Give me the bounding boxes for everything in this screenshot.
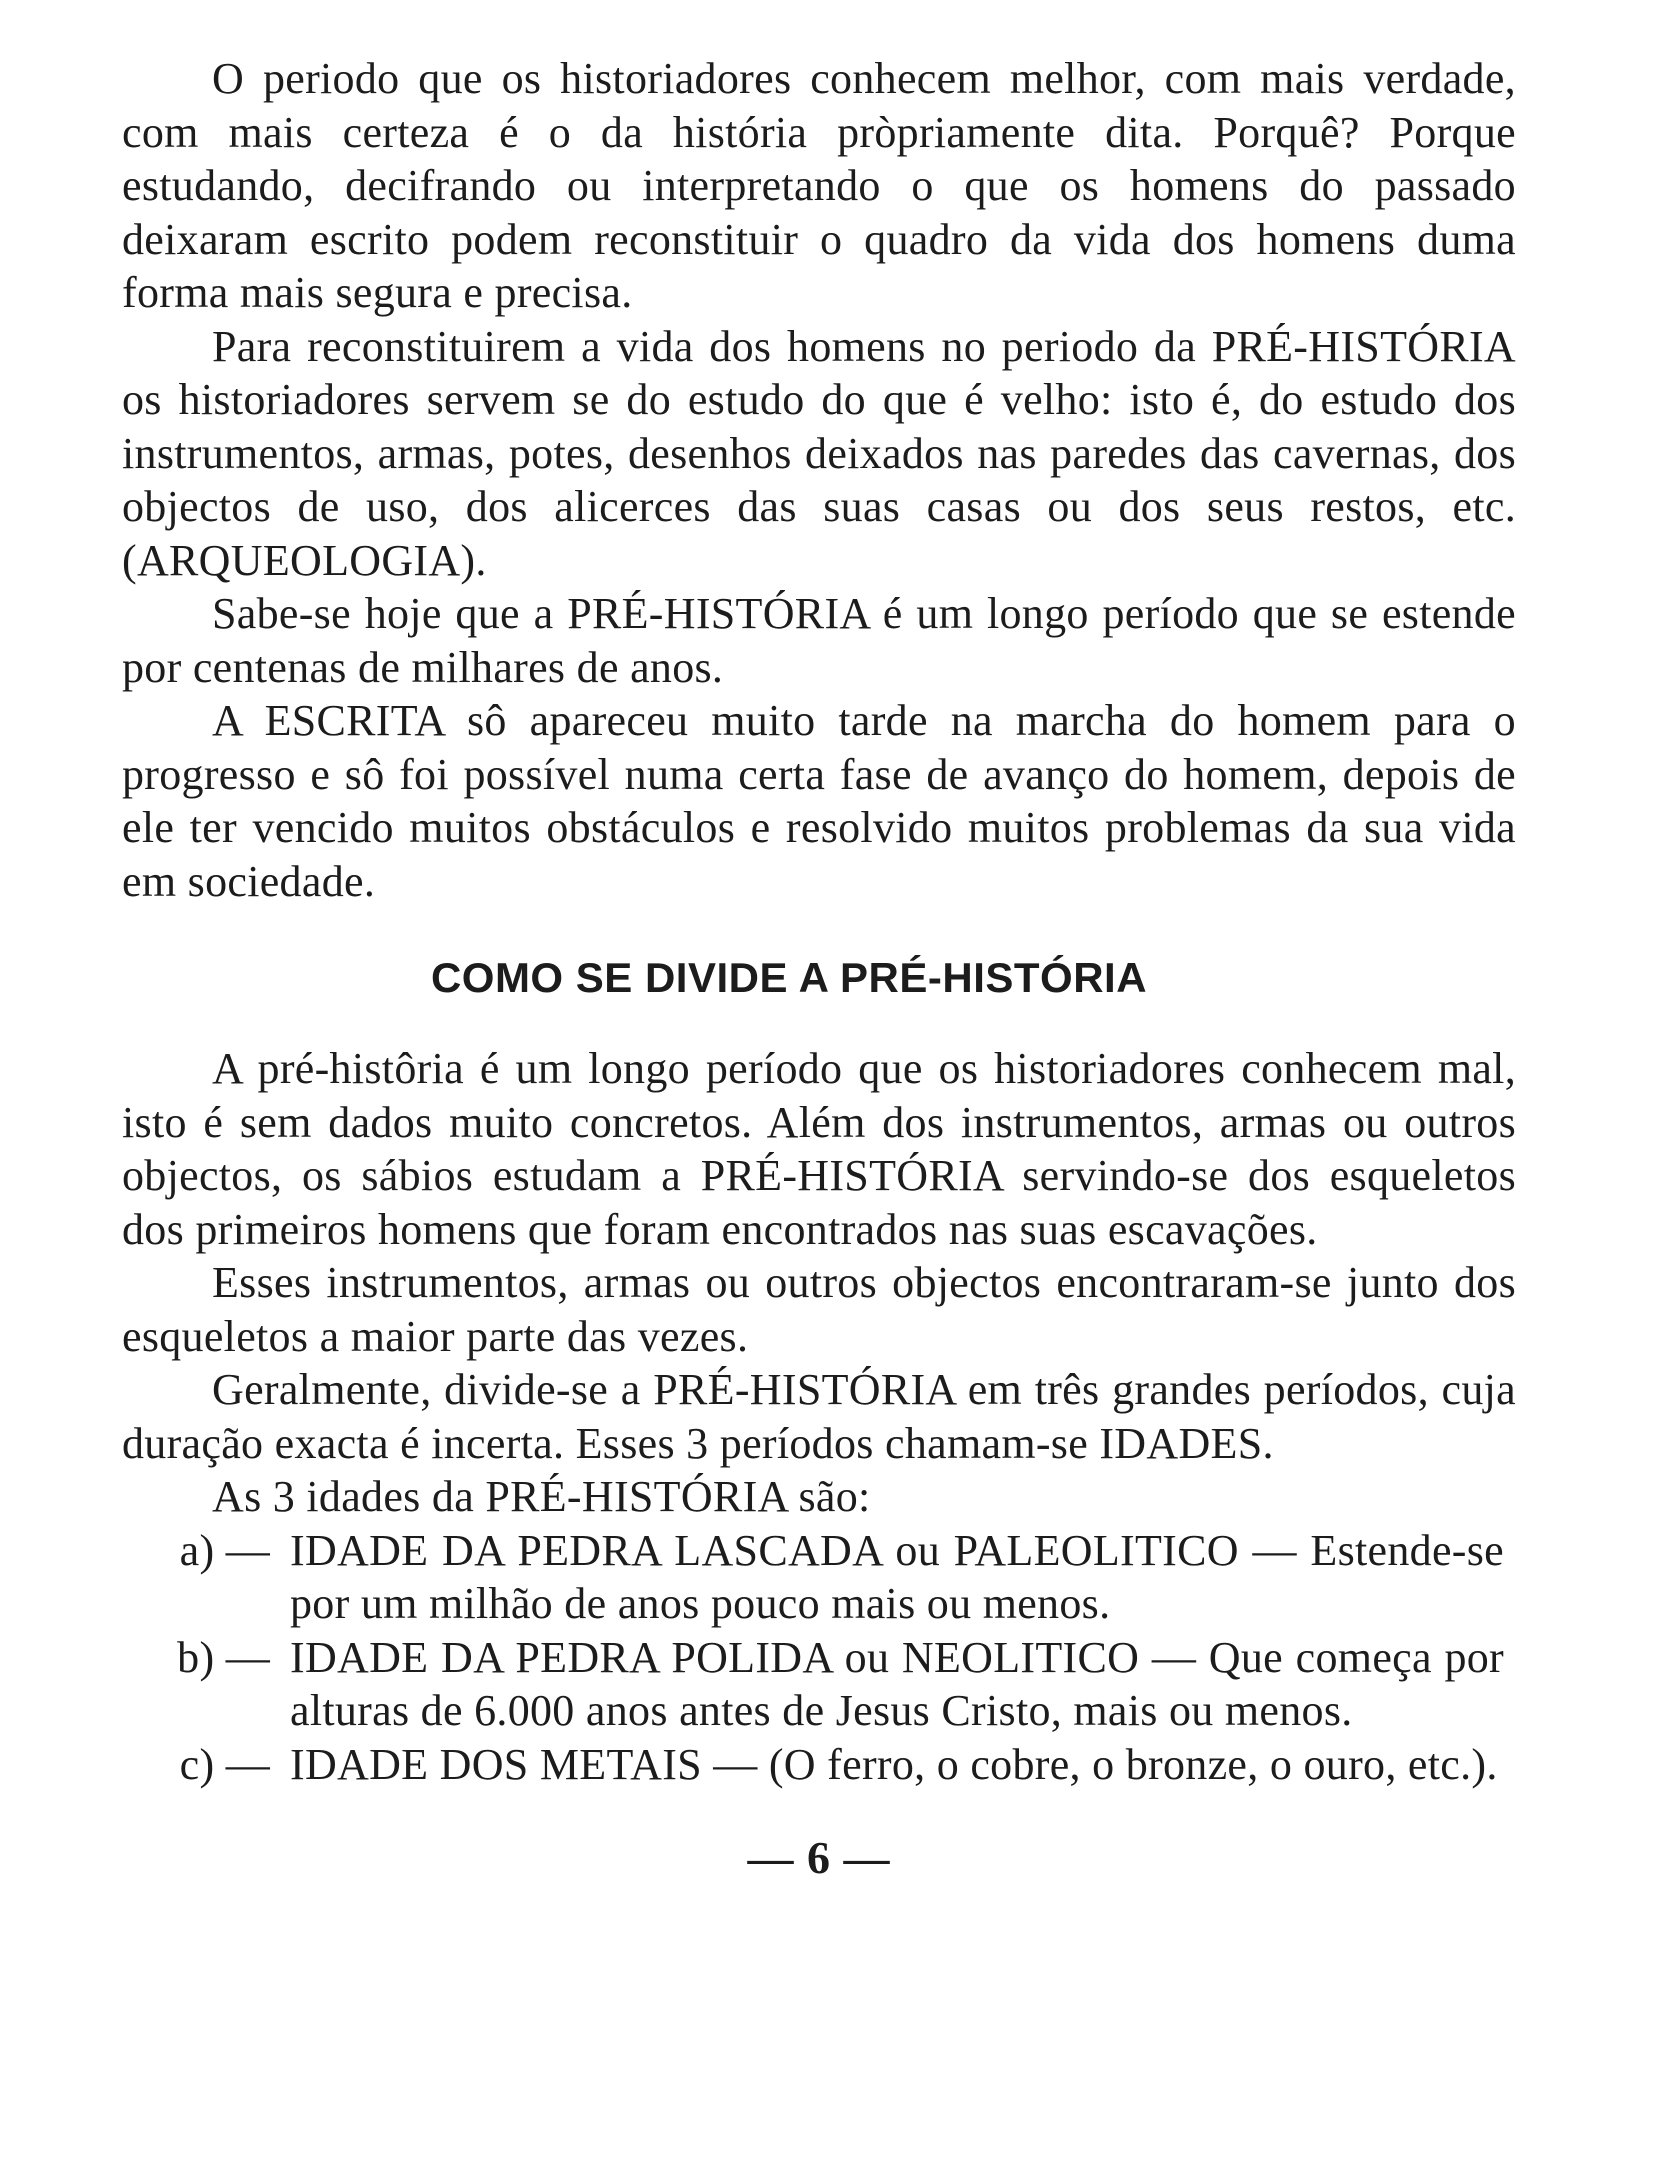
page-number: — 6 — [747,1832,891,1883]
list-item [122,1524,1516,1631]
list-item-text: IDADE DA PEDRA LASCADA ou PALEOLITICO — Estende-se por um milhão de anos pouco mais ou menos. [290,1525,1504,1628]
list-marker: c) — [179,1739,270,1789]
paragraph: Sabe-se hoje que a PRÉ-HISTÓRIA é um longo período que se estende por centenas de milhares de anos. [122,589,1516,692]
paragraph: Para reconstituirem a vida dos homens no periodo da PRÉ-HISTÓRIA os historiadores servem se do estudo do que é velho: isto é, do estudo dos instrumentos, armas, potes, desenhos deixados nas paredes das cavernas, dos objectos de uso, dos alicerces das suas casas ou dos seus restos, etc. (ARQUEOLOGIA). [122,321,1516,585]
paragraph: A pré-histôria é um longo período que os historiadores conhecem mal, isto é sem dados muito concretos. Além dos instrumentos, armas ou outros objectos, os sábios estudam a PRÉ-HISTÓRIA servindo-se dos esqueletos dos primeiros homens que foram encontrados nas suas escavações. [122,1044,1516,1254]
paragraph: As 3 idades da PRÉ-HISTÓRIA são: [212,1472,871,1521]
division-section [122,1042,1516,1524]
paragraph: Esses instrumentos, armas ou outros objectos encontraram-se junto dos esqueletos a maior parte das vezes. [122,1258,1516,1361]
list-item-text: IDADE DA PEDRA POLIDA ou NEOLITICO — Que começa por alturas de 6.000 anos antes de Jesus Cristo, mais ou menos. [290,1632,1504,1735]
paragraph: Geralmente, divide-se a PRÉ-HISTÓRIA em três grandes períodos, cuja duração exacta é incerta. Esses 3 períodos chamam-se IDADES. [122,1365,1516,1468]
document-page [122,52,1516,1885]
paragraph: A ESCRITA sô apareceu muito tarde na marcha do homem para o progresso e sô foi possível numa certa fase de avanço do homem, depois de ele ter vencido muitos obstáculos e resolvido muitos problemas da sua vida em sociedade. [122,696,1516,906]
paragraph: O periodo que os historiadores conhecem melhor, com mais verdade, com mais certeza é o da história pròpriamente dita. Porquê? Porque estudando, decifrando ou interpretando o que os homens do passado deixaram escrito podem reconstituir o quadro da vida dos homens duma forma mais segura e precisa. [122,54,1516,317]
list-item [122,1631,1516,1738]
ages-list [122,1524,1516,1792]
intro-section [122,52,1516,908]
list-marker: a) — [179,1525,270,1575]
list-marker: b) — [177,1632,270,1682]
list-item-text: IDADE DOS METAIS — (O ferro, o cobre, o bronze, o ouro, etc.). [290,1739,1498,1789]
section-heading: COMO SE DIVIDE A PRÉ-HISTÓRIA [430,954,1148,1001]
list-item [122,1738,1516,1792]
